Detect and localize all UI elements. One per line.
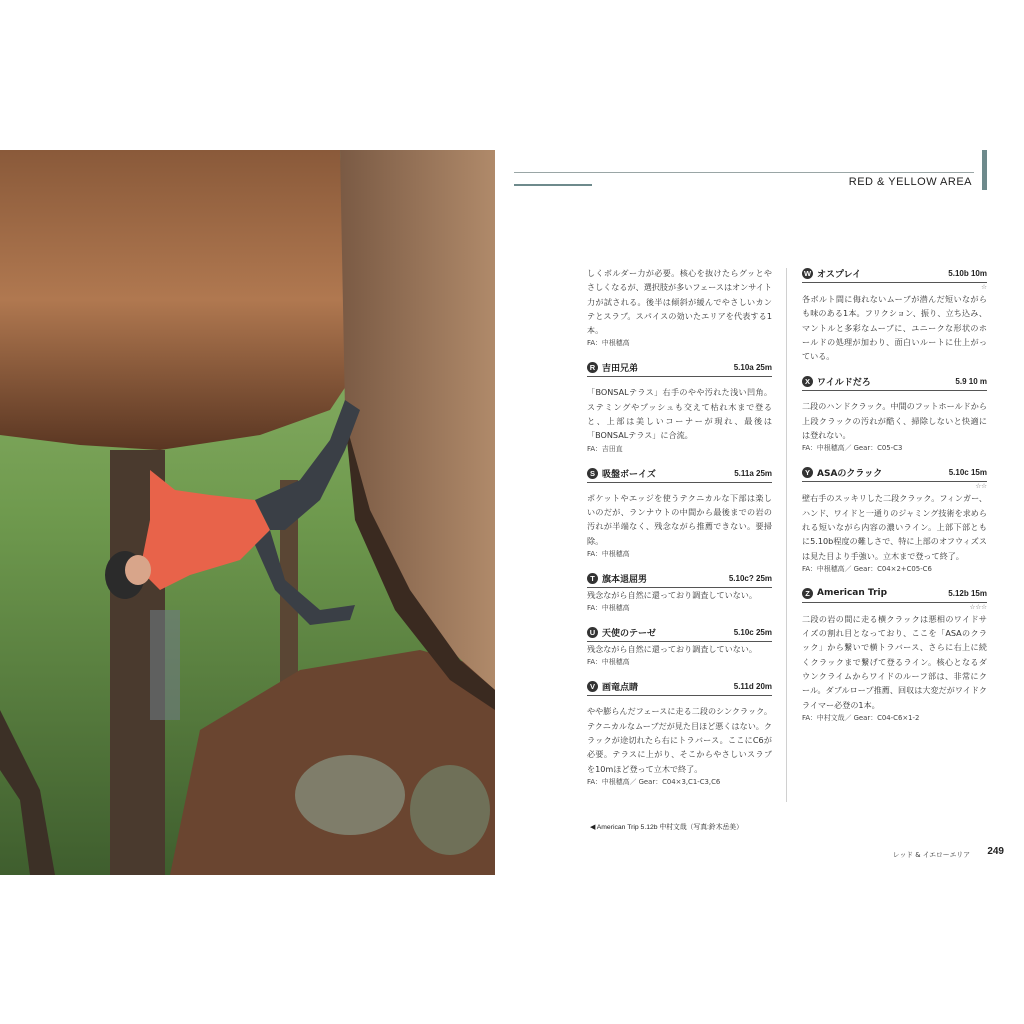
route-name: American Trip bbox=[817, 588, 888, 599]
route-header bbox=[587, 571, 772, 588]
route-id-badge: X bbox=[802, 376, 813, 387]
route-header bbox=[587, 360, 772, 377]
route-description: 残念ながら自然に還っており調査していない。 bbox=[587, 644, 757, 655]
route-fa: FA：中根穂高／ Gear：C05-C3 bbox=[802, 444, 903, 453]
route-grade: 5.10c? 25m bbox=[728, 573, 772, 583]
route-grade: 5.12b 15m bbox=[948, 588, 987, 598]
column-divider bbox=[786, 268, 787, 802]
route-stars: ☆☆ bbox=[975, 482, 987, 491]
route-grade: 5.11d 20m bbox=[733, 682, 772, 692]
route-id-badge: Y bbox=[802, 467, 813, 478]
route-grade: 5.11a 25m bbox=[734, 468, 772, 478]
area-title: RED & YELLOW AREA bbox=[848, 176, 972, 188]
header-accent-bar bbox=[982, 150, 987, 190]
header-accent-rule bbox=[514, 184, 592, 186]
route-description: やや膨らんだフェースに走る二段のシンクラック。テクニカルなムーブだが見た目ほど悪くはない。クラックが途切れたら右にトラバース。ここにC6が必要。テラスに上がり、そこからやさしいスラブを10mほど登って立木で終了。 bbox=[587, 706, 772, 774]
route-description: 壁右手のスッキリした二段クラック。フィンガー、ハンド、ワイドと一通りのジャミング技術を求められる短いながら内容の濃いライン。上部下部ともに5.10b程度の難しさで、特に上部のオフウィズスは見た目より手強い。立木まで登って終了。 bbox=[802, 493, 987, 561]
route-T bbox=[587, 571, 772, 614]
climbing-photo bbox=[0, 150, 495, 875]
footer-section-label: レッド & イエローエリア bbox=[892, 851, 970, 859]
route-grade: 5.10b 10m bbox=[948, 269, 987, 278]
route-fa: FA：中根穂高／ Gear：C04×2+C05-C6 bbox=[802, 564, 932, 573]
route-description: 各ボルト間に侮れないムーブが潜んだ短いながらも味のある1本。フリクション、振り、立ち込み、マントルと多彩なムーブに、ユニークな形状のホールドの処理が加わり、面白いルートに仕上がっている。 bbox=[802, 294, 987, 362]
route-fa: FA：中村文哉／ Gear：C04-C6×1-2 bbox=[802, 713, 920, 722]
route-Y bbox=[802, 465, 987, 574]
route-name: 画竜点睛 bbox=[602, 683, 639, 694]
route-stars: ☆ bbox=[981, 283, 987, 291]
route-fa: FA：吉田直 bbox=[587, 444, 623, 453]
route-name: 吉田兄弟 bbox=[602, 364, 639, 375]
route-id-badge: T bbox=[587, 573, 598, 584]
route-R bbox=[587, 360, 772, 454]
left-column bbox=[587, 266, 772, 788]
route-description: 「BONSALテラス」右手のやや汚れた浅い凹角。ステミングやプッシュも交えて枯れ木まで登ると、上部は美しいコーナーが現れ、最後は「BONSALテラス」に合流。 bbox=[587, 387, 772, 441]
route-fa: FA：中根穂高 bbox=[587, 604, 630, 613]
route-name: ASAのクラック bbox=[817, 469, 883, 480]
route-Z bbox=[802, 586, 987, 724]
route-V bbox=[587, 679, 772, 787]
route-name: 旗本退屈男 bbox=[602, 574, 648, 585]
route-grade: 5.10c 15m bbox=[948, 468, 987, 478]
route-header bbox=[802, 465, 987, 482]
page-number: 249 bbox=[987, 846, 1004, 857]
intro-fa: FA：中根穂高 bbox=[587, 339, 630, 348]
route-description: 残念ながら自然に還っており調査していない。 bbox=[587, 589, 757, 600]
photo-caption: ◀ American Trip 5.12b 中村文哉（写真:鈴木岳美） bbox=[590, 824, 743, 831]
route-stars: ☆☆☆ bbox=[969, 602, 987, 611]
route-id-badge: R bbox=[587, 362, 598, 373]
route-description: 二段のハンドクラック。中間のフットホールドから上段クラックの汚れが酷く、掃除しないと快適には登れない。 bbox=[802, 401, 987, 441]
route-id-badge: U bbox=[587, 627, 598, 638]
route-header bbox=[587, 466, 772, 483]
route-header bbox=[587, 679, 772, 696]
route-id-badge: Z bbox=[802, 588, 813, 599]
route-S bbox=[587, 466, 772, 560]
route-grade: 5.10c 25m bbox=[733, 628, 772, 638]
route-name: オスプレイ bbox=[817, 270, 862, 280]
route-header bbox=[587, 625, 772, 642]
route-fa: FA：中根穂高 bbox=[587, 658, 630, 667]
route-id-badge: S bbox=[587, 468, 598, 479]
route-name: 吸盤ボーイズ bbox=[602, 469, 656, 480]
route-name: ワイルドだろ bbox=[817, 378, 871, 389]
route-fa: FA：中根穂高／ Gear：C04×3,C1-C3,C6 bbox=[587, 777, 721, 786]
route-X bbox=[802, 374, 987, 454]
right-column bbox=[802, 266, 987, 724]
route-grade: 5.10a 25m bbox=[733, 363, 772, 373]
route-id-badge: V bbox=[587, 681, 598, 692]
route-header bbox=[802, 586, 987, 603]
route-fa: FA：中根穂高 bbox=[587, 549, 630, 558]
route-name: 天使のテーゼ bbox=[602, 629, 656, 640]
route-description: 二段の岩の間に走る横クラックは悪相のワイドサイズの割れ目となっており、ここを「ASAのクラック」から繋いで横トラバース、さらに右上に続くクラックまで繋げて登るライン。核心となるダウンクライムからワイドのルーフ部は、非常にクール。ダブルロープ推薦、回収は大変だがワイドクライマー必登の1本。 bbox=[802, 613, 987, 710]
route-header bbox=[802, 374, 987, 391]
route-W bbox=[802, 266, 987, 363]
route-grade: 5.9 10 m bbox=[955, 377, 987, 387]
route-id-badge: W bbox=[803, 269, 812, 278]
route-description: ポケットやエッジを使うテクニカルな下部は楽しいのだが、ランナウトの中間から最後までの岩の汚れが半端なく、残念ながら推薦できない。要掃除。 bbox=[587, 492, 772, 546]
route-header bbox=[802, 266, 987, 283]
route-U bbox=[587, 625, 772, 668]
header-rule bbox=[514, 172, 974, 173]
intro-text: しくボルダー力が必要。核心を抜けたらグッとやさしくなるが、選択肢が多いフェースはオンサイト力が試される。後半は傾斜が緩んでやさしいカンテとスラブ。スパイスの効いたエリアを代表する1本。 bbox=[587, 268, 772, 336]
